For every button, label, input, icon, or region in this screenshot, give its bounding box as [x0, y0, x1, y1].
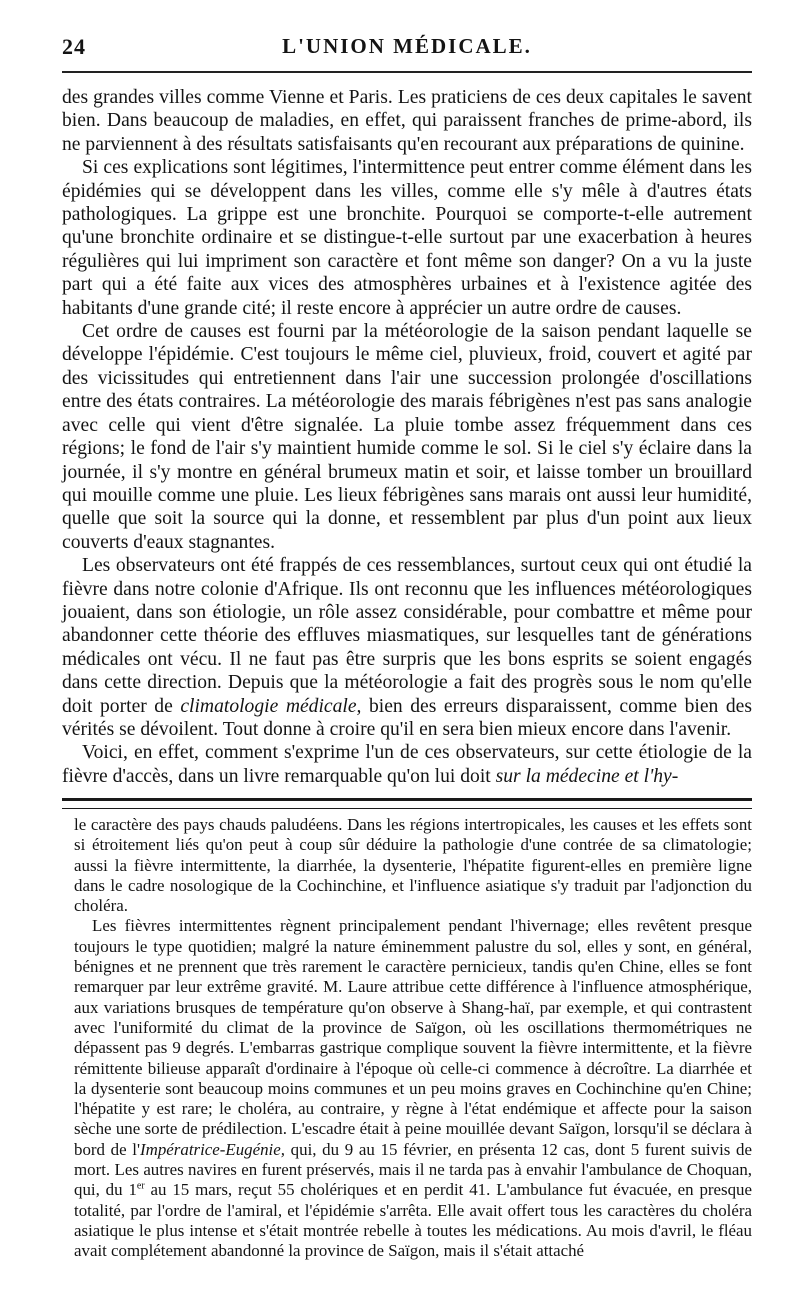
- italic-term: climatologie médicale,: [180, 695, 362, 717]
- text-run: au 15 mars, reçut 55 cholériques et en perdit 41. L'ambulance fut évacuée, en presque totalité, par l'ordre de l'amiral, et l'épidémie s'arrêta. Elle avait offert tous les caractères du choléra asiatique le plus intense et s'était montrée rebelle à toutes les médications. Au mois d'avril, le fléau avait complétement abandonné la province de Saïgon, mais il s'était attaché: [74, 1180, 752, 1261]
- body-paragraph: des grandes villes comme Vienne et Paris. Les praticiens de ces deux capitales le savent bien. Dans beaucoup de maladies, en effet, qui paraissent franches de prime-abord, ils ne parviennent à des résultats satisfaisants qu'en recourant aux préparations de quinine.: [62, 87, 752, 155]
- superscript: er: [136, 1180, 145, 1192]
- footnote-separator: [62, 798, 752, 809]
- text-run: Les observateurs ont été frappés de ces ressemblances, surtout ceux qui ont étudié la fièvre dans notre colonie d'Afrique. Ils ont reconnu que les influences météorologiques jouaient, dans son étiologie, un rôle assez considérable, pour combattre et même pour abandonner cette théorie des effluves miasmatiques, sur lesquelles tant de générations médicales ont vécu. Il ne faut pas être surpris que les bons esprits se soient engagés dans cette direction. Depuis que la météorologie a fait des progrès sous le nom qu'elle doit porter de: [62, 555, 752, 717]
- text-run: Les fièvres intermittentes règnent principalement pendant l'hivernage; elles revêtent presque toujours le type quotidien; malgré la nature éminemment palustre du sol, elles y sont, en général, bénignes et ne prennent que très rarement le caractère pernicieux, tandis qu'en Chine, elles se font remarquer par leur extrême gravité. M. Laure attribue cette différence à l'influence atmosphérique, aux variations brusques de température qu'on observe à Shang-haï, par exemple, et qui contrastent avec l'uniformité du climat de la province de Saïgon, où les oscillations thermométriques ne dépassent pas 9 degrés. L'embarras gastrique complique souvent la fièvre intermittente, et la fièvre rémittente bilieuse apparaît d'ordinaire à l'époque où celle-ci commence à décroître. La diarrhée et la dysenterie sont beaucoup moins communes et un peu moins graves en Cochinchine qu'en Chine; l'hépatite y est rare; le choléra, au contraire, y règne à l'état endémique et affecte pour la saison sèche une sorte de prédilection. L'escadre était à peine mouillée devant Saïgon, lorsqu'il se déclara à bord de l': [74, 916, 752, 1159]
- main-text: [62, 86, 752, 788]
- header-rule: [62, 71, 752, 73]
- text-run: 1: [128, 1180, 137, 1200]
- text-run: bien des erreurs disparaissent, comme bien des vérités se dévoilent. Tout donne à croire qu'il en sera bien mieux encore dans l'avenir.: [62, 695, 752, 740]
- body-paragraph: Si ces explications sont légitimes, l'intermittence peut entrer comme élément dans les épidémies qui se développent dans les villes, comme elle s'y mêle à d'autres états pathologiques. La grippe est une bronchite. Pourquoi se comporte-t-elle autrement qu'une bronchite ordinaire et se distingue-t-elle surtout par une exacerbation à heures régulières qui lui impriment son caractère et font même son danger? On a vu la juste part qui a été faite aux vices des atmosphères urbaines et à l'existence agitée des habitants d'une grande cité; il reste encore à apprécier un autre ordre de causes.: [62, 157, 752, 319]
- running-title: L'UNION MÉDICALE.: [282, 34, 532, 58]
- footnote-paragraph: le caractère des pays chauds paludéens. Dans les régions intertropicales, les causes et les effets sont si étroitement liés qu'on peut à coup sûr déduire la pathologie d'une contrée de sa climatologie; aussi la fièvre intermittente, la diarrhée, la dysenterie, l'hépatite figurent-elles en première ligne dans le cadre nosologique de la Cochinchine, et l'influence asiatique s'y traduit par l'adjonction du choléra.: [74, 815, 752, 916]
- text-run: qui, du 9 au 15 février, en présenta 12 cas, dont 5 furent suivis de mort. Les autres navires en furent préservés, mais il ne tarda pas à envahir l'ambulance de Choquan, qui, du: [74, 1139, 752, 1200]
- footnote-text: [74, 815, 752, 1262]
- body-paragraph: [62, 741, 752, 788]
- page-number: 24: [62, 34, 86, 59]
- italic-term: sur la médecine et l'hy-: [495, 765, 679, 787]
- body-paragraph: Cet ordre de causes est fourni par la météorologie de la saison pendant laquelle se développe l'épidémie. C'est toujours le même ciel, pluvieux, froid, couvert et agité par des vicissitudes qui entretiennent dans l'air une succession prolongée d'oscillations entre des états contraires. La météorologie des marais fébrigènes n'est pas sans analogie avec celle qui vient d'être signalée. La pluie tombe assez fréquemment dans ces régions; le fond de l'air s'y maintient humide comme le sol. Si le ciel s'y éclaire dans la journée, il s'y montre en général brumeux matin et soir, et laisse tomber un brouillard qui mouille comme une pluie. Les lieux fébrigènes sans marais ont aussi leur humidité, quelle que soit la source qui la donne, et ressemblent par plus d'un point aux lieux couverts d'eaux stagnantes.: [62, 321, 752, 553]
- text-run: Voici, en effet, comment s'exprime l'un de ces observateurs, sur cette étiologie de la fièvre d'accès, dans un livre remarquable qu'on lui doit: [62, 742, 752, 787]
- ship-name: Impératrice-Eugénie,: [140, 1139, 285, 1159]
- page-header: [62, 34, 752, 66]
- footnote-paragraph: [74, 916, 752, 1261]
- body-paragraph: [62, 554, 752, 741]
